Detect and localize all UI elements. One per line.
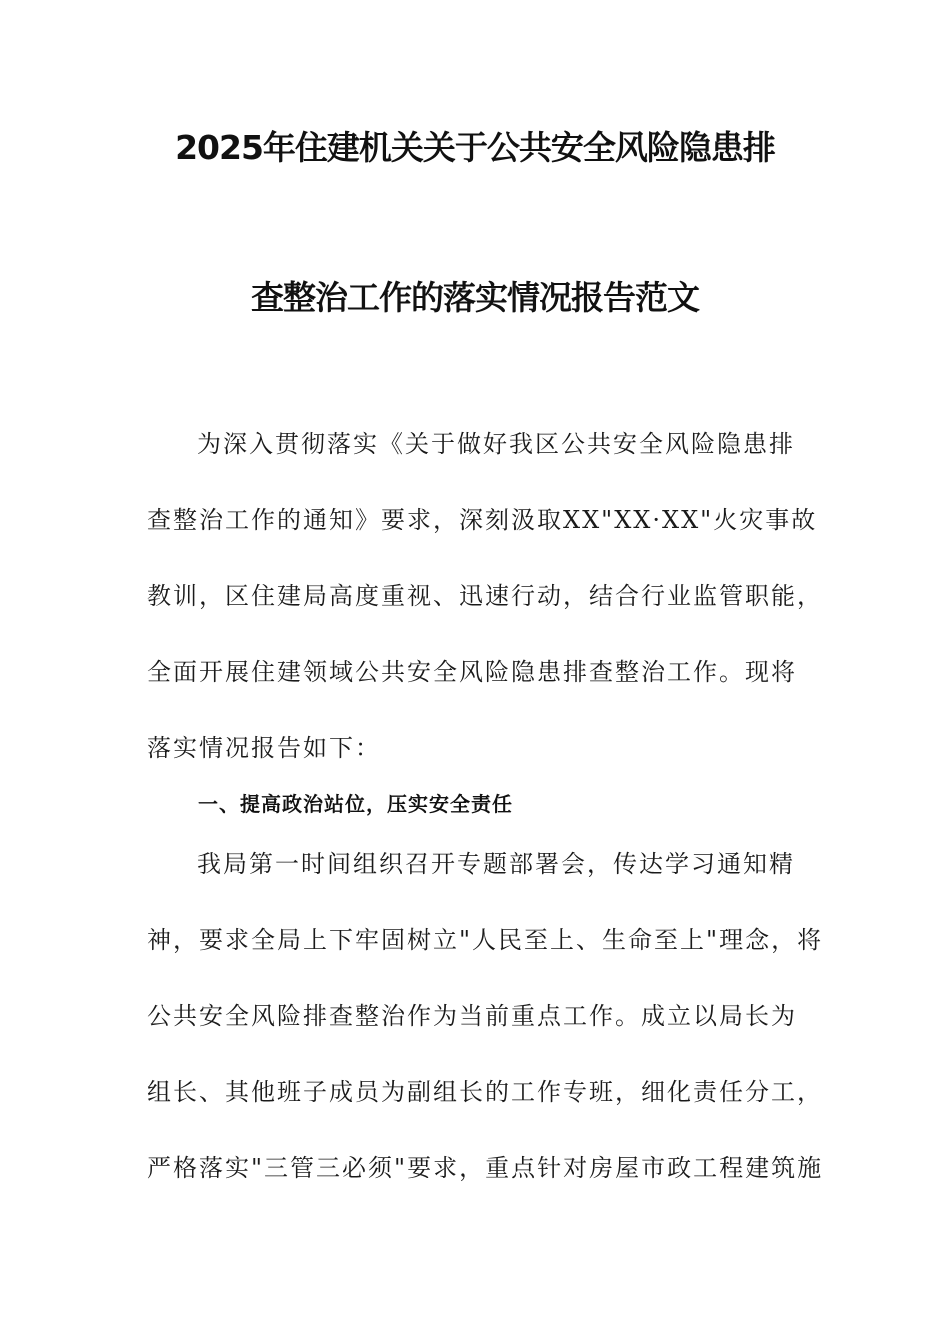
paragraph-line: 公共安全风险排查整治作为当前重点工作。成立以局长为 — [147, 1002, 797, 1030]
paragraph-line: 我局第一时间组织召开专题部署会，传达学习通知精 — [197, 850, 795, 878]
document-title-line-1: 2025年住建机关关于公共安全风险隐患排 — [175, 128, 775, 167]
document-title-line-2: 查整治工作的落实情况报告范文 — [251, 278, 699, 317]
paragraph-line: 组长、其他班子成员为副组长的工作专班，细化责任分工， — [147, 1078, 823, 1106]
paragraph-line: 严格落实"三管三必须"要求，重点针对房屋市政工程建筑施 — [147, 1154, 824, 1182]
paragraph-intro — [147, 406, 823, 786]
paragraph-line: 为深入贯彻落实《关于做好我区公共安全风险隐患排 — [197, 430, 795, 458]
paragraph-line: 落实情况报告如下： — [147, 734, 381, 762]
paragraph-line: 教训，区住建局高度重视、迅速行动，结合行业监管职能， — [147, 582, 823, 610]
paragraph-line: 全面开展住建领域公共安全风险隐患排查整治工作。现将 — [147, 658, 797, 686]
paragraph-line: 查整治工作的通知》要求，深刻汲取XX"XX·XX"火灾事故 — [147, 506, 818, 534]
paragraph-line: 神，要求全局上下牢固树立"人民至上、生命至上"理念，将 — [147, 926, 824, 954]
section-heading-1: 一、提高政治站位，压实安全责任 — [198, 792, 513, 816]
paragraph-section-1 — [147, 826, 824, 1206]
